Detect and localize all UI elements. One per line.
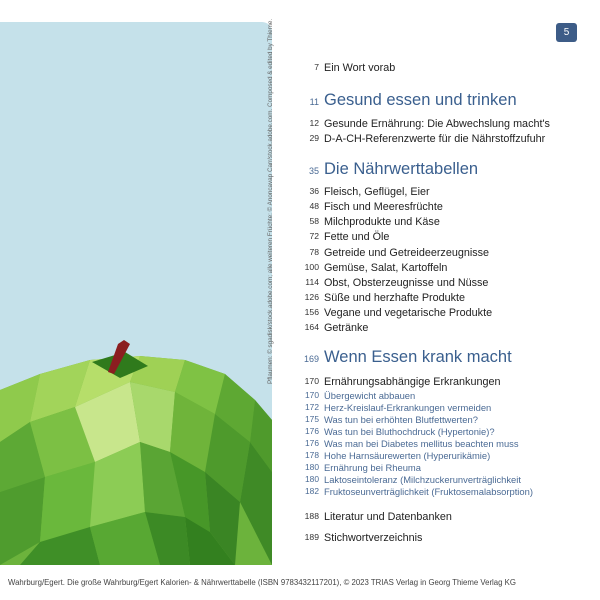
- toc-title: Gesunde Ernährung: Die Abwechslung macht's: [324, 118, 550, 130]
- toc-title: Was man bei Diabetes mellitus beachten muss: [324, 438, 519, 449]
- toc-page-number: 72: [309, 231, 319, 241]
- toc-title: Ernährung bei Rheuma: [324, 462, 421, 473]
- toc-page-number: 164: [304, 322, 319, 332]
- toc-title: Ein Wort vorab: [324, 62, 396, 74]
- toc-chapter-title: Gesund essen und trinken: [324, 91, 517, 109]
- footer-citation: Wahrburg/Egert. Die große Wahrburg/Egert Kalorien- & Nährwerttabelle (ISBN 9783432117201), © 2023 TRIAS Verlag in Georg Thieme Verlag KG: [8, 578, 516, 587]
- toc-chapter-title: Die Nährwerttabellen: [324, 160, 479, 178]
- toc-title: Obst, Obsterzeugnisse und Nüsse: [324, 277, 489, 289]
- toc-page-number: 36: [309, 186, 319, 196]
- toc-title: Herz-Kreislauf-Erkrankungen vermeiden: [324, 402, 492, 413]
- photo-credit: Pflaumen: © sgadisk/stock.adobe.com; alle weiteren Früchte: © Anoncavap Carr/stock.adobe.com. Composed & edited by Thieme.: [267, 18, 274, 384]
- toc-page-number: 188: [304, 511, 319, 521]
- toc-page-number: 12: [309, 118, 319, 128]
- toc-chapter-title: Wenn Essen krank macht: [324, 348, 512, 366]
- toc-title: Vegane und vegetarische Produkte: [324, 307, 493, 319]
- toc-page-number: 180: [305, 474, 319, 484]
- toc-page-number: 182: [305, 486, 319, 496]
- toc-page-number: 100: [304, 262, 319, 272]
- toc-page-number: 126: [304, 292, 319, 302]
- toc-page-number: 29: [309, 133, 319, 143]
- toc-page-number: 170: [305, 390, 319, 400]
- toc-page-number: 175: [305, 414, 319, 424]
- toc-page-number: 180: [305, 462, 319, 472]
- toc-page-number: 58: [309, 216, 319, 226]
- toc-title: Fruktoseunverträglichkeit (Fruktosemalabsorption): [324, 486, 533, 497]
- toc-title: Was tun bei Bluthochdruck (Hypertonie)?: [324, 426, 495, 437]
- toc-page-number: 48: [309, 201, 319, 211]
- toc-page-number: 176: [305, 438, 319, 448]
- toc-page-number: 156: [304, 307, 319, 317]
- toc-title: Ernährungsabhängige Erkrankungen: [324, 376, 501, 388]
- toc-page-number: 169: [303, 354, 319, 364]
- toc-page-number: 178: [305, 450, 319, 460]
- toc-title: Fisch und Meeresfrüchte: [324, 201, 443, 213]
- toc-page-number: 11: [309, 97, 319, 107]
- toc-title: Gemüse, Salat, Kartoffeln: [324, 262, 448, 274]
- toc-page-number: 189: [304, 532, 319, 542]
- toc-title: Was tun bei erhöhten Blutfettwerten?: [324, 414, 478, 425]
- toc-page-number: 35: [308, 166, 319, 176]
- toc-title: Getreide und Getreideerzeugnisse: [324, 247, 490, 259]
- toc-page-number: 78: [309, 247, 319, 257]
- toc-page-number: 170: [304, 376, 319, 386]
- toc-title: Hohe Harnsäurewerten (Hyperurikämie): [324, 450, 491, 461]
- toc-page-number: 7: [314, 62, 319, 72]
- toc-page-number: 114: [305, 277, 319, 287]
- toc-title: Fette und Öle: [324, 231, 390, 243]
- toc-title: Stichwortverzeichnis: [324, 532, 423, 544]
- toc-title: Milchprodukte und Käse: [324, 216, 440, 228]
- toc-title: Getränke: [324, 322, 369, 334]
- toc-title: Laktoseintoleranz (Milchzuckerunverträglichkeit: [324, 474, 521, 485]
- toc-title: Literatur und Datenbanken: [324, 511, 452, 523]
- toc-title: Übergewicht abbauen: [324, 390, 416, 401]
- toc-title: D-A-CH-Referenzwerte für die Nährstoffzufuhr: [324, 133, 546, 145]
- toc-page-number: 176: [305, 426, 319, 436]
- apple-illustration: [0, 22, 272, 565]
- page-number-badge: 5: [556, 23, 577, 42]
- toc-page-number: 172: [305, 402, 319, 412]
- toc-title: Süße und herzhafte Produkte: [324, 292, 466, 304]
- toc-title: Fleisch, Geflügel, Eier: [324, 186, 430, 198]
